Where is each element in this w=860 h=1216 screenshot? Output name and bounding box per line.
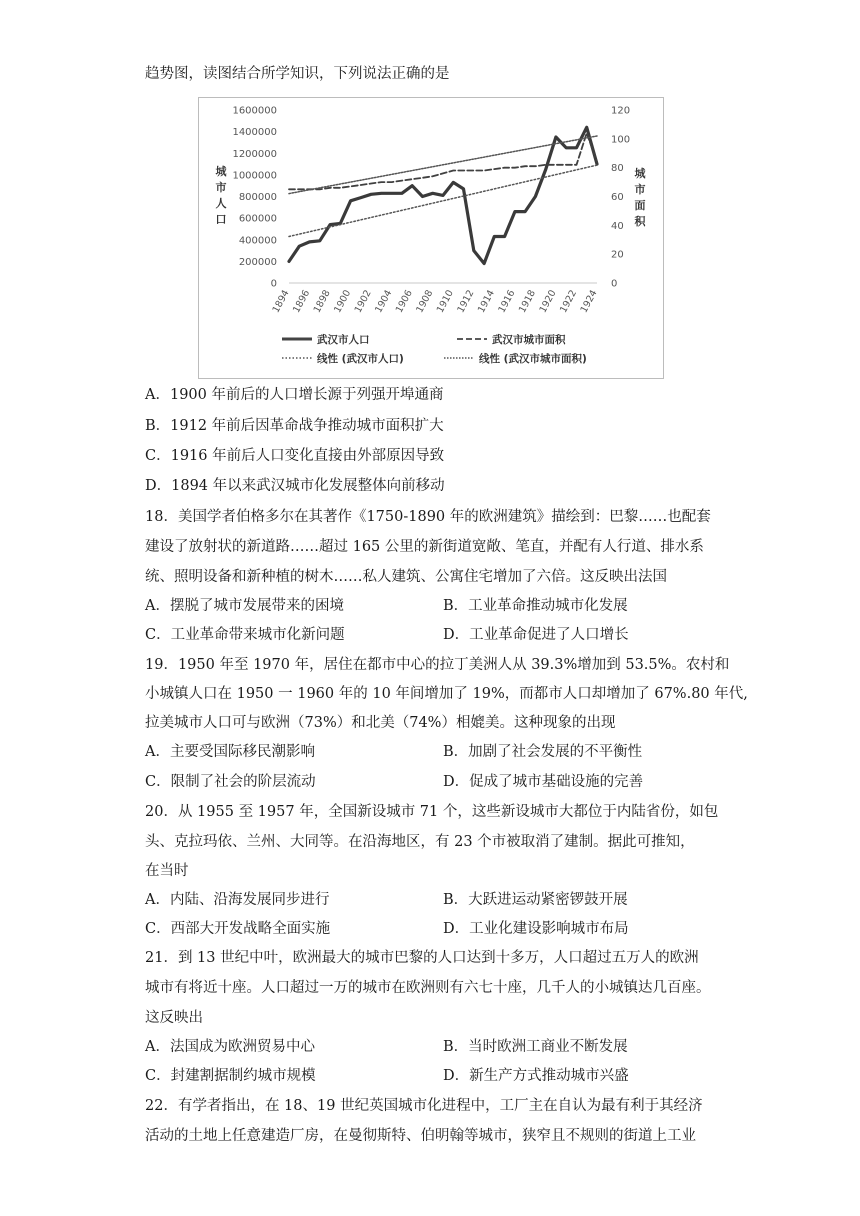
x-tick-label: 1900 xyxy=(332,288,354,315)
x-tick-label: 1904 xyxy=(373,288,395,315)
left-tick-label: 1000000 xyxy=(232,170,277,182)
legend-label-population-trend: 线性 (武汉市人口) xyxy=(317,353,404,365)
right-axis-title-char-1: 城 xyxy=(634,167,646,180)
q17-option-b: B．1912 年前后因革命战争推动城市面积扩大 xyxy=(145,418,444,434)
q18-option-c: C．工业革命带来城市化新问题 xyxy=(145,627,345,643)
left-axis-title-char-3: 人 xyxy=(215,197,227,210)
left-axis-title xyxy=(216,165,228,226)
question-17-stem: 趋势图，读图结合所学知识，下列说法正确的是 xyxy=(145,66,450,82)
q20-option-c: C．西部大开发战略全面实施 xyxy=(145,921,331,937)
legend-label-population: 武汉市人口 xyxy=(317,334,370,346)
wuhan-urbanization-chart xyxy=(198,97,664,379)
left-tick-label: 0 xyxy=(270,278,277,290)
legend-label-area-trend: 线性 (武汉市城市面积) xyxy=(479,353,587,365)
x-tick-label: 1898 xyxy=(311,288,333,315)
q20-option-b: B．大跃进运动紧密锣鼓开展 xyxy=(443,892,628,908)
q17-option-c: C．1916 年前后人口变化直接由外部原因导致 xyxy=(145,448,445,464)
q21-stem-line-1: 21．到 13 世纪中叶，欧洲最大的城市巴黎的人口达到十多万，人口超过五万人的欧洲 xyxy=(145,950,699,966)
right-tick-label: 60 xyxy=(611,192,624,203)
q20-stem-line-1: 20．从 1955 至 1957 年，全国新设城市 71 个，这些新设城市大都位于内陆省份，如包 xyxy=(145,804,719,820)
q18-option-b: B．工业革命推动城市化发展 xyxy=(443,598,628,614)
q19-option-b: B．加剧了社会发展的不平衡性 xyxy=(443,744,643,760)
left-axis-title-char-1: 城 xyxy=(215,165,227,178)
x-tick-label: 1916 xyxy=(496,288,518,315)
left-axis-title-char-4: 口 xyxy=(215,213,227,226)
x-axis-ticks xyxy=(271,288,600,315)
x-tick-label: 1912 xyxy=(455,288,477,315)
x-tick-label: 1908 xyxy=(414,288,436,315)
x-tick-label: 1924 xyxy=(578,288,600,315)
right-axis-title-char-4: 积 xyxy=(634,215,646,228)
q21-stem-line-3: 这反映出 xyxy=(145,1010,203,1026)
q17-option-a: A．1900 年前后的人口增长源于列强开埠通商 xyxy=(145,387,444,403)
population-line xyxy=(289,127,597,263)
q19-stem-line-2: 小城镇人口在 1950 一 1960 年的 10 年间增加了 19%，而都市人口却增加了 67%.80 年代, xyxy=(145,686,748,702)
right-tick-label: 0 xyxy=(611,278,618,290)
x-tick-label: 1918 xyxy=(516,288,539,315)
x-tick-label: 1894 xyxy=(270,288,292,315)
q18-option-a: A．摆脱了城市发展带来的困境 xyxy=(145,598,344,614)
left-tick-label: 200000 xyxy=(238,256,277,268)
q18-stem-line-1: 18．美国学者伯格多尔在其著作《1750-1890 年的欧洲建筑》描绘到：巴黎……也配套 xyxy=(145,509,711,525)
q21-stem-line-2: 城市有将近十座。人口超过一万的城市在欧洲则有六七十座，几千人的小城镇达几百座。 xyxy=(145,980,711,996)
x-tick-label: 1902 xyxy=(352,288,374,315)
left-tick-label: 600000 xyxy=(238,213,277,225)
left-tick-label: 1400000 xyxy=(232,127,277,139)
q19-option-a: A．主要受国际移民潮影响 xyxy=(145,744,315,760)
population-trend-line xyxy=(289,165,597,236)
right-axis-title-char-3: 面 xyxy=(634,199,646,212)
chart-svg xyxy=(199,98,663,378)
x-tick-label: 1922 xyxy=(558,288,580,315)
x-tick-label: 1906 xyxy=(393,288,415,315)
right-axis-title-char-2: 市 xyxy=(634,183,646,196)
q20-option-d: D．工业化建设影响城市布局 xyxy=(443,921,629,937)
x-tick-label: 1920 xyxy=(537,288,559,315)
right-axis-title xyxy=(635,167,647,228)
q22-stem-line-2: 活动的土地上任意建造厂房，在曼彻斯特、伯明翰等城市，狭窄且不规则的街道上工业 xyxy=(145,1128,696,1144)
left-tick-label: 400000 xyxy=(238,235,277,247)
right-tick-label: 120 xyxy=(611,105,631,117)
right-axis-ticks xyxy=(611,106,630,290)
q21-option-c: C．封建割据制约城市规模 xyxy=(145,1068,316,1084)
right-tick-label: 80 xyxy=(611,163,624,175)
q19-stem-line-3: 拉美城市人口可与欧洲（73%）和北美（74%）相媲美。这种现象的出现 xyxy=(145,715,616,731)
x-tick-label: 1910 xyxy=(434,288,456,315)
q18-stem-line-2: 建设了放射状的新道路……超过 165 公里的新街道宽敞、笔直，并配有人行道、排水系 xyxy=(145,539,704,555)
left-axis-ticks xyxy=(232,106,277,290)
right-tick-label: 100 xyxy=(611,134,631,146)
left-tick-label: 800000 xyxy=(238,192,277,203)
left-axis-title-char-2: 市 xyxy=(215,181,227,194)
q22-stem-line-1: 22．有学者指出，在 18、19 世纪英国城市化进程中，工厂主在自认为最有利于其经济 xyxy=(145,1098,703,1114)
q19-stem-line-1: 19．1950 年至 1970 年，居住在都市中心的拉丁美洲人从 39.3%增加到 53.5%。农村和 xyxy=(145,657,730,673)
q21-option-b: B．当时欧洲工商业不断发展 xyxy=(443,1039,628,1055)
right-tick-label: 20 xyxy=(611,249,624,261)
q20-option-a: A．内陆、沿海发展同步进行 xyxy=(145,892,330,908)
q18-stem-line-3: 统、照明设备和新种植的树木……私人建筑、公寓住宅增加了六倍。这反映出法国 xyxy=(145,569,667,585)
q21-option-d: D．新生产方式推动城市兴盛 xyxy=(443,1068,629,1084)
legend-label-area: 武汉市城市面积 xyxy=(492,334,566,346)
q21-option-a: A．法国成为欧洲贸易中心 xyxy=(145,1039,315,1055)
left-tick-label: 1600000 xyxy=(232,105,277,117)
q17-option-d: D．1894 年以来武汉城市化发展整体向前移动 xyxy=(145,478,445,494)
chart-legend xyxy=(282,333,587,365)
q20-stem-line-2: 头、克拉玛依、兰州、大同等。在沿海地区，有 23 个市被取消了建制。据此可推知， xyxy=(145,834,695,850)
right-tick-label: 40 xyxy=(611,220,624,232)
x-tick-label: 1896 xyxy=(291,288,313,315)
series-layer xyxy=(289,127,597,263)
left-tick-label: 1200000 xyxy=(232,148,277,160)
q20-stem-line-3: 在当时 xyxy=(145,863,189,879)
q19-option-c: C．限制了社会的阶层流动 xyxy=(145,774,316,790)
area-line xyxy=(289,133,597,189)
q18-option-d: D．工业革命促进了人口增长 xyxy=(443,627,629,643)
x-tick-label: 1914 xyxy=(475,288,497,315)
q19-option-d: D．促成了城市基础设施的完善 xyxy=(443,774,644,790)
